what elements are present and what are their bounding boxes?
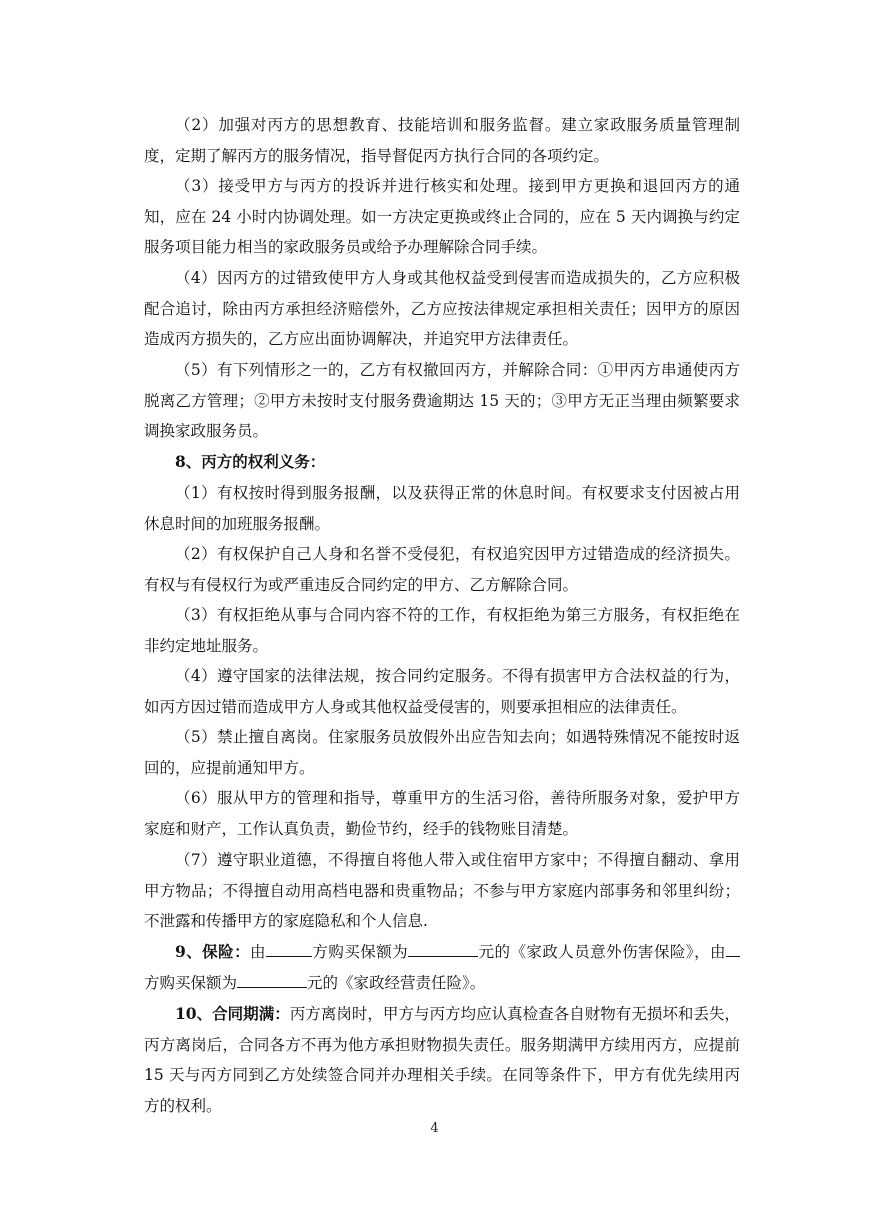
section-10-text: 丙方离岗时，甲方与丙方均应认真检查各自财物有无损坏和丢失，丙方离岗后，合同各方不再为他方承担财物损失责任。服务期满甲方续用丙方，应提前 15 天与丙方同到乙方处续签合同并办理相关手续。在同等条件下，甲方有优先续用丙方的权利。 — [144, 1005, 740, 1115]
section-8-item-4: （4）遵守国家的法律法规，按合同约定服务。不得有损害甲方合法权益的行为，如丙方因过错而造成甲方人身或其他权益受侵害的，则要承担相应的法律责任。 — [144, 667, 740, 716]
section-8-heading: 8、丙方的权利义务： — [175, 452, 326, 471]
section-9-insurance — [144, 937, 740, 998]
section-9-heading: 9、保险： — [175, 942, 251, 961]
section-8-item-1: （1）有权按时得到服务报酬，以及获得正常的休息时间。有权要求支付因被占用休息时间的加班服务报酬。 — [144, 484, 740, 533]
section-10-contract-expiry — [144, 999, 740, 1121]
insured-amount-blank-1 — [408, 940, 478, 957]
section-9-text-1: 由 — [250, 943, 266, 961]
paragraph-5: （5）有下列情形之一的，乙方有权撤回丙方，并解除合同：①甲丙方串通使丙方脱离乙方管理；②甲方未按时支付服务费逾期达 15 天的；③甲方无正当理由频繁要求调换家政服务员。 — [144, 361, 740, 440]
section-9-text-2: 方购买保额为 — [311, 943, 409, 961]
section-8-item-2: （2）有权保护自己人身和名誉不受侵犯，有权追究因甲方过错造成的经济损失。有权与有侵权行为或严重违反合同约定的甲方、乙方解除合同。 — [144, 545, 740, 594]
section-9-text-3: 元的《家政人员意外伤害保险》，由 — [478, 943, 726, 961]
section-10-heading: 10、合同期满： — [175, 1004, 290, 1023]
page-number: 4 — [430, 1121, 439, 1136]
section-8-item-6: （6）服从甲方的管理和指导，尊重甲方的生活习俗，善待所服务对象，爱护甲方家庭和财产，工作认真负责，勤俭节约，经手的钱物账目清楚。 — [144, 789, 740, 838]
paragraph-4: （4）因丙方的过错致使甲方人身或其他权益受到侵害而造成损失的，乙方应积极配合追讨，除由丙方承担经济赔偿外，乙方应按法律规定承担相关责任；因甲方的原因造成丙方损失的，乙方应出面协调解决，并追究甲方法律责任。 — [144, 269, 740, 348]
section-9-text-4: 方购买保额为 — [144, 973, 238, 992]
section-8-item-3: （3）有权拒绝从事与合同内容不符的工作，有权拒绝为第三方服务，有权拒绝在非约定地址服务。 — [144, 606, 740, 655]
insurer-party-blank-2 — [726, 940, 740, 957]
insurer-party-blank-1 — [266, 940, 312, 957]
paragraph-2: （2）加强对丙方的思想教育、技能培训和服务监督。建立家政服务质量管理制度，定期了解丙方的服务情况，指导督促丙方执行合同的各项约定。 — [144, 116, 740, 165]
section-8-item-5: （5）禁止擅自离岗。住家服务员放假外出应告知去向；如遇特殊情况不能按时返回的，应提前通知甲方。 — [144, 728, 740, 777]
insured-amount-blank-2 — [237, 971, 307, 988]
section-8-item-7: （7）遵守职业道德，不得擅自将他人带入或住宿甲方家中；不得擅自翻动、拿用甲方物品；不得擅自动用高档电器和贵重物品；不参与甲方家庭内部事务和邻里纠纷；不泄露和传播甲方的家庭隐私和个人信息. — [144, 851, 740, 930]
section-9-text-5: 元的《家政经营责任险》。 — [307, 973, 486, 992]
paragraph-3: （3）接受甲方与丙方的投诉并进行核实和处理。接到甲方更换和退回丙方的通知，应在 24 小时内协调处理。如一方决定更换或终止合同的，应在 5 天内调换与约定服务项目能力相当的家政服务员或给予办理解除合同手续。 — [144, 177, 740, 256]
